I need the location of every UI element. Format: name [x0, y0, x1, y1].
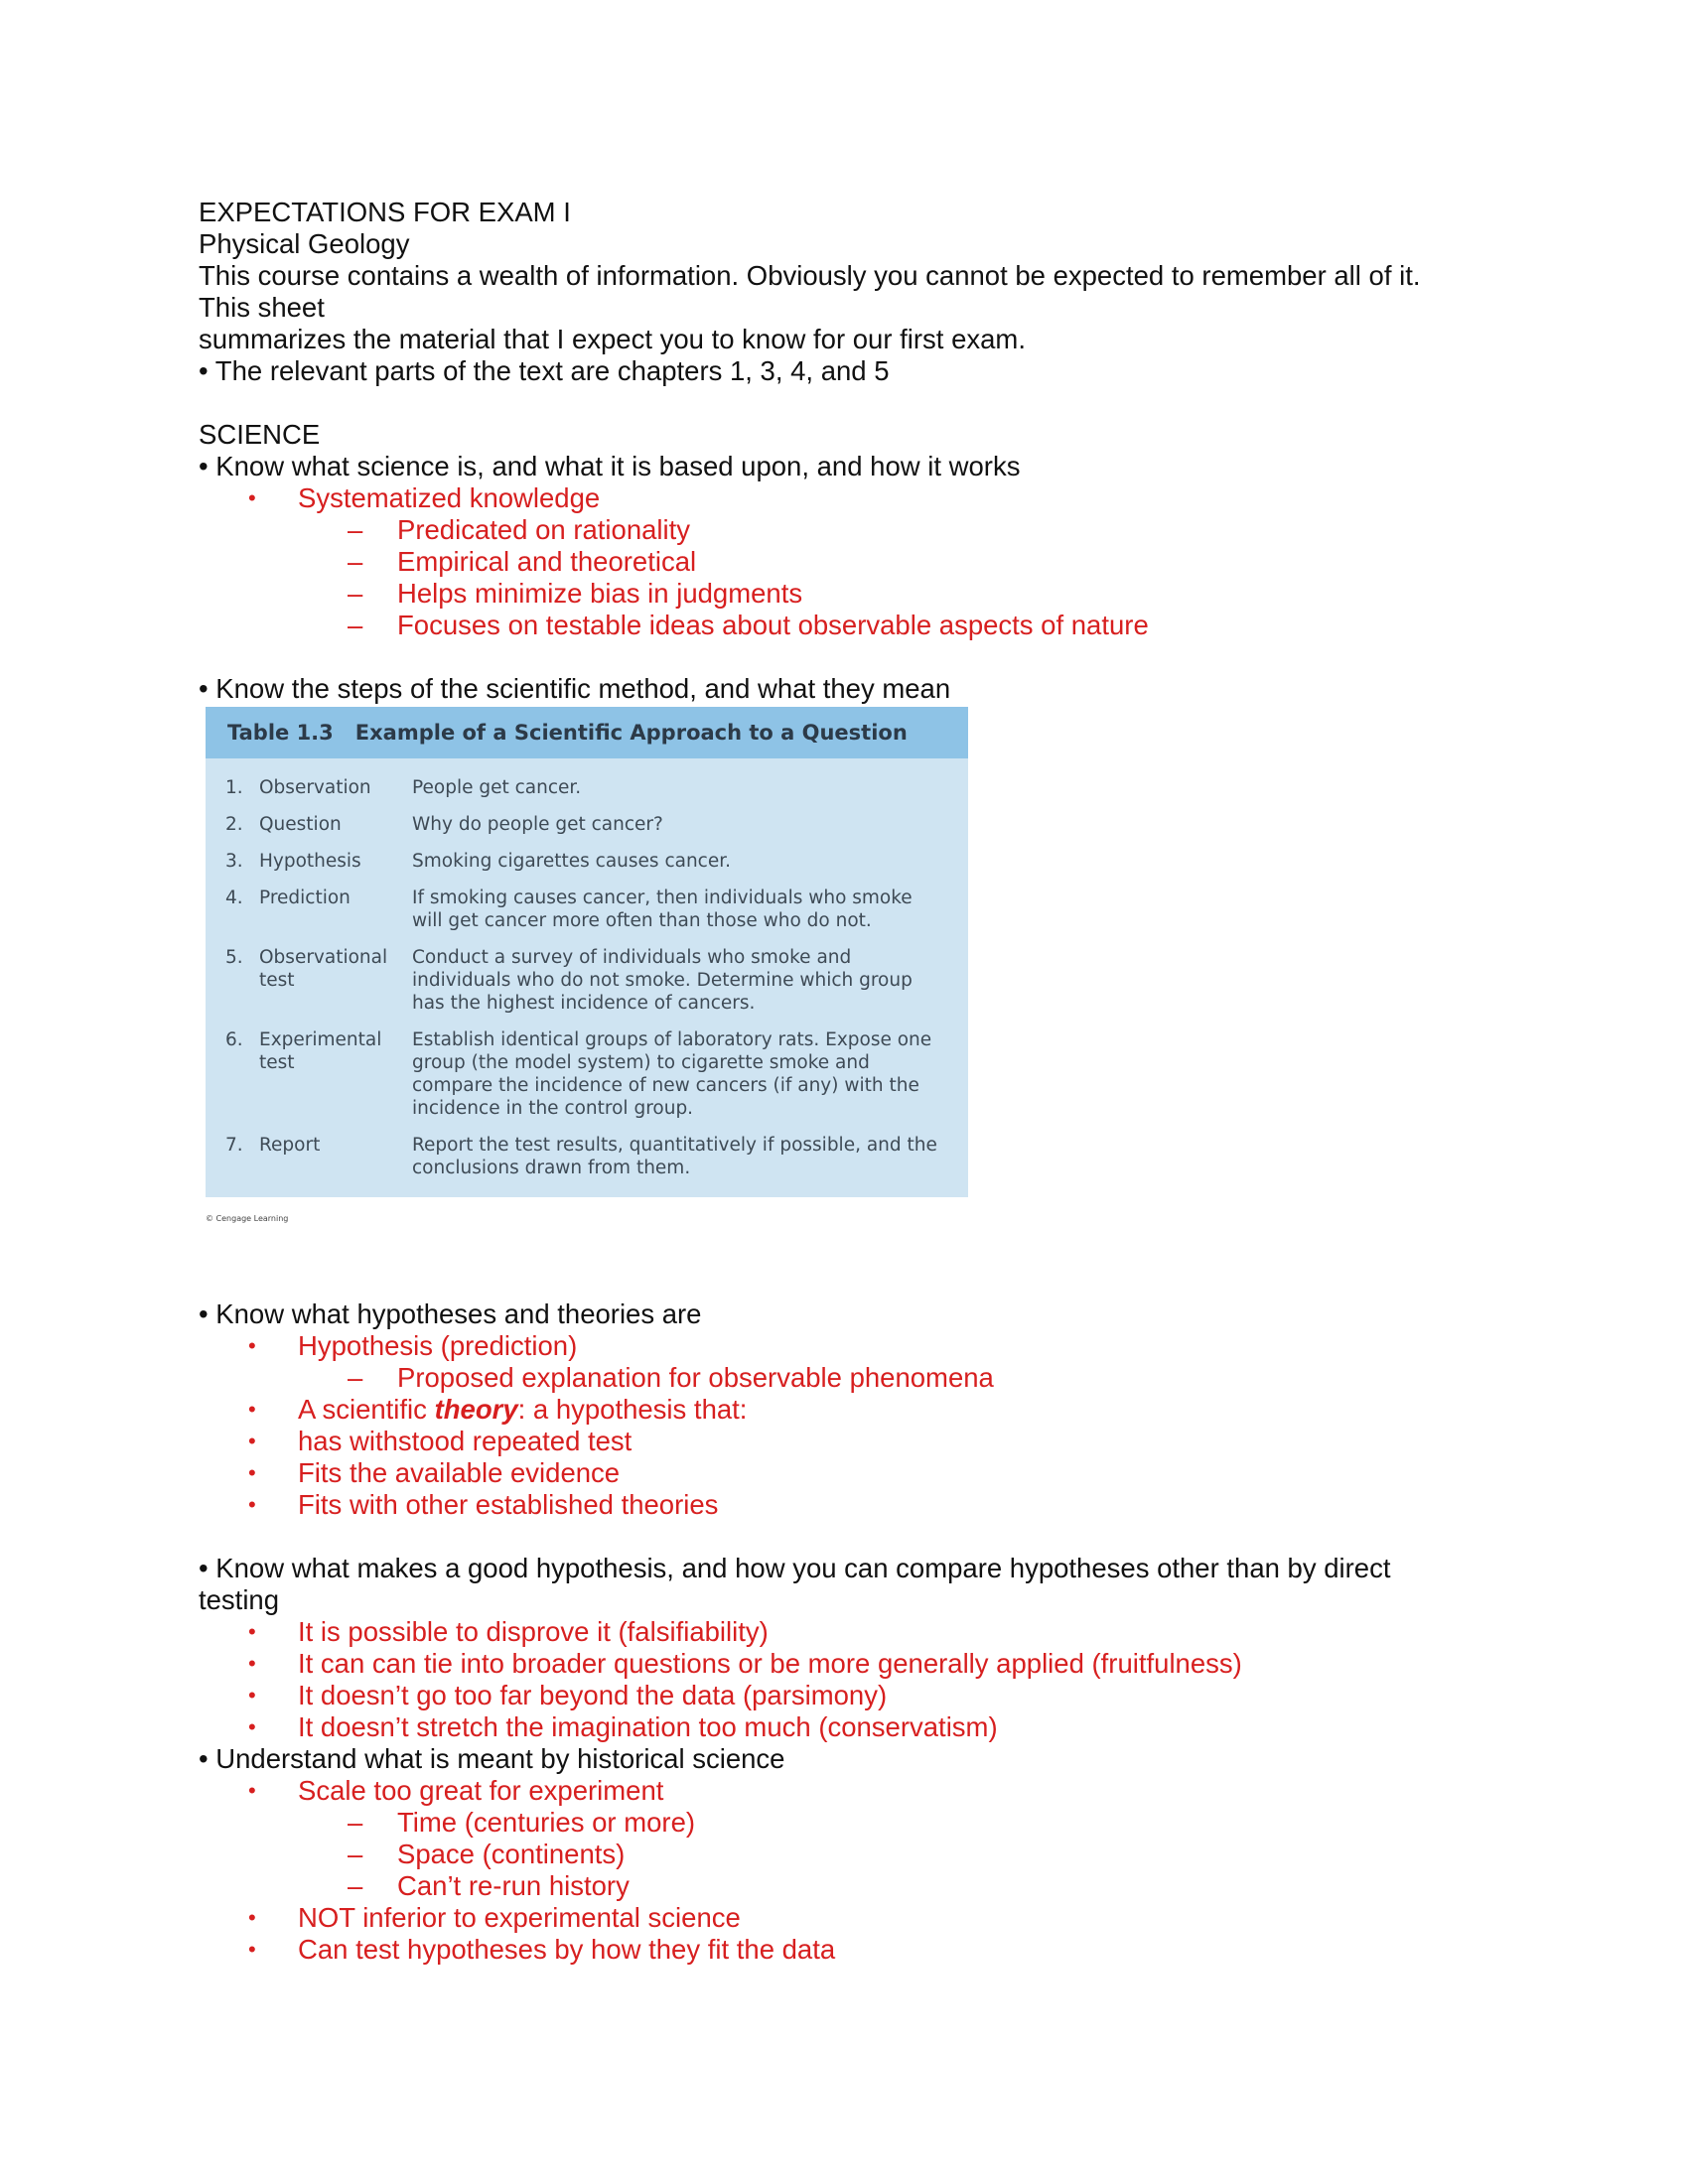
step-description: People get cancer.: [412, 777, 582, 798]
intro-line-1: This course contains a wealth of information. Obviously you cannot be expected to remember all of it.: [199, 260, 1421, 291]
bullet-marker: •: [248, 1714, 256, 1739]
step-number: 7.: [225, 1135, 243, 1156]
bullet-marker: •: [248, 1683, 256, 1707]
list-item: • Hypothesis (prediction): [248, 1330, 578, 1361]
list-item: – Helps minimize bias in judgments: [348, 578, 803, 609]
historical-science-bullet: • Understand what is meant by historical science: [199, 1743, 785, 1774]
list-item: • It doesn’t stretch the imagination too much (conservatism): [248, 1711, 998, 1742]
table-row: [206, 850, 968, 873]
scientific-method-table: [206, 707, 968, 1197]
scientific-method-table-figure: [206, 707, 980, 1235]
bullet-marker: •: [248, 1333, 256, 1358]
table-caption: [206, 707, 968, 758]
list-item: • It is possible to disprove it (falsifiability): [248, 1616, 769, 1647]
list-item: • It can can tie into broader questions or be more generally applied (fruitfulness): [248, 1648, 1242, 1679]
dash-marker: –: [348, 1839, 363, 1869]
step-number: 5.: [225, 947, 243, 968]
table-row: [206, 1134, 968, 1179]
bullet-marker: •: [199, 1298, 209, 1329]
step-number: 4.: [225, 887, 243, 908]
science-heading: SCIENCE: [199, 419, 321, 450]
document-title: EXPECTATIONS FOR EXAM I: [199, 197, 571, 227]
know-steps-bullet: • Know the steps of the scientific method, and what they mean: [199, 673, 951, 704]
course-name: Physical Geology: [199, 228, 410, 259]
table-body: [206, 758, 968, 1197]
list-item: • NOT inferior to experimental science: [248, 1902, 741, 1933]
step-description: Conduct a survey of individuals who smoke and individuals who do not smoke. Determine which group has the highest incidence of cancers.: [412, 947, 913, 1014]
dash-marker: –: [348, 1870, 363, 1901]
dash-marker: –: [348, 578, 363, 609]
step-label: Prediction: [259, 887, 351, 908]
step-label: Experimental test: [259, 1029, 382, 1073]
step-number: 2.: [225, 814, 243, 835]
list-item: • Fits with other established theories: [248, 1489, 719, 1520]
step-number: 6.: [225, 1029, 243, 1050]
list-item: • Can test hypotheses by how they fit the data: [248, 1934, 836, 1965]
step-number: 3.: [225, 851, 243, 872]
list-item: – Predicated on rationality: [348, 514, 691, 545]
list-item: – Empirical and theoretical: [348, 546, 697, 577]
step-description: Smoking cigarettes causes cancer.: [412, 851, 732, 872]
list-item: – Focuses on testable ideas about observable aspects of nature: [348, 610, 1149, 640]
bullet-marker: •: [199, 355, 209, 386]
know-hypotheses-bullet: • Know what hypotheses and theories are: [199, 1298, 702, 1329]
exam-expectations-document: [199, 197, 1489, 1966]
bullet-marker: •: [248, 1619, 256, 1644]
table-number: Table 1.3: [227, 721, 334, 745]
dash-marker: –: [348, 546, 363, 577]
list-item: – Proposed explanation for observable phenomena: [348, 1362, 994, 1393]
step-description: If smoking causes cancer, then individuals who smoke will get cancer more often than those who do not.: [412, 887, 913, 931]
table-row: [206, 813, 968, 836]
bullet-marker: •: [248, 1397, 256, 1422]
bullet-marker: •: [248, 1778, 256, 1803]
bullet-marker: •: [248, 1651, 256, 1676]
bullet-marker: •: [248, 485, 256, 510]
dash-marker: –: [348, 1807, 363, 1838]
know-science-bullet: • Know what science is, and what it is based upon, and how it works: [199, 451, 1021, 481]
step-label: Hypothesis: [259, 851, 361, 872]
image-credit: © Cengage Learning: [206, 1214, 289, 1223]
bullet-marker: •: [199, 1553, 209, 1583]
intro-line-2: This sheet: [199, 292, 325, 323]
table-row: [206, 1028, 968, 1120]
bullet-marker: •: [199, 673, 209, 704]
step-label: Question: [259, 814, 342, 835]
step-number: 1.: [225, 777, 243, 798]
good-hypothesis-continuation: testing: [199, 1584, 280, 1615]
list-item: • has withstood repeated test: [248, 1426, 633, 1456]
step-description: Establish identical groups of laboratory rats. Expose one group (the model system) to cigarette smoke and compare the incidence of new cancers (if any) with the incidence in the control group.: [412, 1029, 932, 1119]
theory-emphasis: theory: [434, 1394, 518, 1425]
list-item: – Time (centuries or more): [348, 1807, 696, 1838]
bullet-marker: •: [248, 1492, 256, 1517]
dash-marker: –: [348, 1362, 363, 1393]
chapters-bullet: • The relevant parts of the text are chapters 1, 3, 4, and 5: [199, 355, 890, 386]
list-item: – Can’t re-run history: [348, 1870, 630, 1901]
step-description: Why do people get cancer?: [412, 814, 663, 835]
bullet-marker: •: [199, 451, 209, 481]
intro-line-3: summarizes the material that I expect you to know for our first exam.: [199, 324, 1026, 354]
bullet-marker: •: [199, 1743, 209, 1774]
list-item: – Space (continents): [348, 1839, 626, 1869]
list-item: • Fits the available evidence: [248, 1457, 621, 1488]
table-row: [206, 887, 968, 932]
table-title: Example of a Scientific Approach to a Question: [354, 721, 908, 745]
step-label: Observational test: [259, 947, 388, 991]
dash-marker: –: [348, 610, 363, 640]
step-label: Observation: [259, 777, 371, 798]
dash-marker: –: [348, 514, 363, 545]
list-item: • It doesn’t go too far beyond the data (parsimony): [248, 1680, 888, 1710]
bullet-marker: •: [248, 1429, 256, 1453]
list-item: • A scientific theory: a hypothesis that:: [248, 1394, 748, 1425]
list-item: • Systematized knowledge: [248, 482, 601, 513]
table-row: [206, 776, 968, 799]
bullet-marker: •: [248, 1905, 256, 1930]
bullet-marker: •: [248, 1937, 256, 1962]
step-description: Report the test results, quantitatively if possible, and the conclusions drawn from them.: [412, 1135, 937, 1178]
good-hypothesis-bullet: • Know what makes a good hypothesis, and how you can compare hypotheses other than by direct: [199, 1553, 1391, 1583]
step-label: Report: [259, 1135, 321, 1156]
bullet-marker: •: [248, 1460, 256, 1485]
list-item: • Scale too great for experiment: [248, 1775, 664, 1806]
table-row: [206, 946, 968, 1015]
